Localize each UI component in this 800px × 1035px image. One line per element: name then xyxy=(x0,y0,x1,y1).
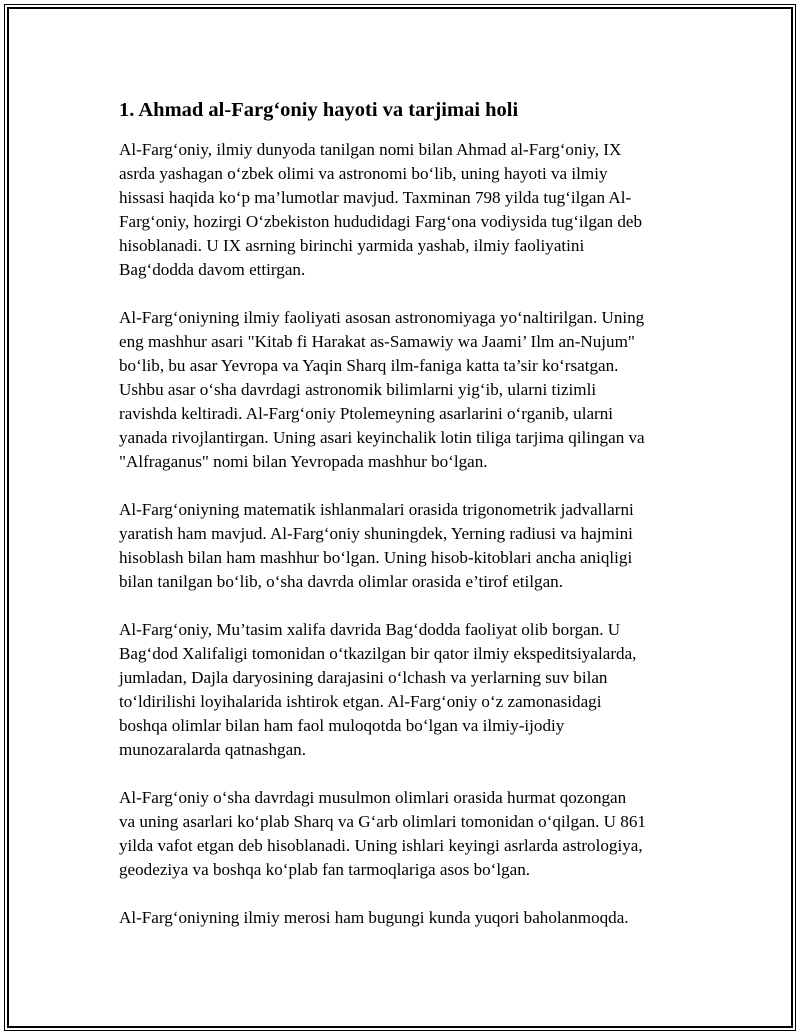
paragraph-line: bo‘lib, bu asar Yevropa va Yaqin Sharq ilm-faniga katta ta’sir ko‘rsatgan. xyxy=(119,356,619,375)
paragraph-line: to‘ldirilishi loyihalarida ishtirok etgan. Al-Farg‘oniy o‘z zamonasidagi xyxy=(119,692,602,711)
paragraph xyxy=(119,306,695,474)
paragraph-line: hisoblanadi. U IX asrning birinchi yarmida yashab, ilmiy faoliyatini xyxy=(119,236,585,255)
paragraph-line: Bag‘dodda davom ettirgan. xyxy=(119,260,306,279)
paragraph-line: hissasi haqida ko‘p ma’lumotlar mavjud. Taxminan 798 yilda tug‘ilgan Al- xyxy=(119,188,632,207)
paragraph xyxy=(119,786,695,882)
document-body xyxy=(119,97,695,954)
section-heading: 1. Ahmad al-Farg‘oniy hayoti va tarjimai holi xyxy=(119,99,519,121)
paragraph xyxy=(119,138,695,282)
paragraph-line: jumladan, Dajla daryosining darajasini o‘lchash va yerlarning suv bilan xyxy=(119,668,608,687)
paragraph-line: munozaralarda qatnashgan. xyxy=(119,740,306,759)
paragraph-line: boshqa olimlar bilan ham faol muloqotda bo‘lgan va ilmiy-ijodiy xyxy=(119,716,565,735)
paragraph-line: Al-Farg‘oniyning ilmiy merosi ham bugungi kunda yuqori baholanmoqda. xyxy=(119,908,629,927)
paragraph-line: Al-Farg‘oniy o‘sha davrdagi musulmon olimlari orasida hurmat qozongan xyxy=(119,788,627,807)
paragraph-line: Al-Farg‘oniy, ilmiy dunyoda tanilgan nomi bilan Ahmad al-Farg‘oniy, IX xyxy=(119,140,622,159)
paragraph xyxy=(119,618,695,762)
page-frame xyxy=(4,4,796,1031)
paragraph-line: Al-Farg‘oniyning ilmiy faoliyati asosan astronomiyaga yo‘naltirilgan. Uning xyxy=(119,308,645,327)
paragraph-line: asrda yashagan o‘zbek olimi va astronomi bo‘lib, uning hayoti va ilmiy xyxy=(119,164,608,183)
paragraph-line: Farg‘oniy, hozirgi O‘zbekiston hududidagi Farg‘ona vodiysida tug‘ilgan deb xyxy=(119,212,643,231)
paragraph-line: yanada rivojlantirgan. Uning asari keyinchalik lotin tiliga tarjima qilingan va xyxy=(119,428,645,447)
paragraph-line: Bag‘dod Xalifaligi tomonidan o‘tkazilgan bir qator ilmiy ekspeditsiyalarda, xyxy=(119,644,637,663)
paragraph-line: ravishda keltiradi. Al-Farg‘oniy Ptolemeyning asarlarini o‘rganib, ularni xyxy=(119,404,614,423)
paragraph-line: eng mashhur asari "Kitab fi Harakat as-Samawiy wa Jaami’ Ilm an-Nujum" xyxy=(119,332,635,351)
paragraph-line: hisoblash bilan ham mashhur bo‘lgan. Uning hisob-kitoblari ancha aniqligi xyxy=(119,548,633,567)
paragraph-line: "Alfraganus" nomi bilan Yevropada mashhur bo‘lgan. xyxy=(119,452,488,471)
paragraph-line: Al-Farg‘oniyning matematik ishlanmalari orasida trigonometrik jadvallarni xyxy=(119,500,634,519)
paragraph-line: Al-Farg‘oniy, Mu’tasim xalifa davrida Bag‘dodda faoliyat olib borgan. U xyxy=(119,620,621,639)
paragraph-line: yaratish ham mavjud. Al-Farg‘oniy shuningdek, Yerning radiusi va hajmini xyxy=(119,524,633,543)
paragraph xyxy=(119,498,695,594)
paragraph-line: geodeziya va boshqa ko‘plab fan tarmoqlariga asos bo‘lgan. xyxy=(119,860,531,879)
paragraph-container xyxy=(119,138,695,930)
paragraph-line: va uning asarlari ko‘plab Sharq va G‘arb olimlari tomonidan o‘qilgan. U 861 xyxy=(119,812,646,831)
paragraph-line: yilda vafot etgan deb hisoblanadi. Uning ishlari keyingi asrlarda astrologiya, xyxy=(119,836,643,855)
paragraph-line: bilan tanilgan bo‘lib, o‘sha davrda olimlar orasida e’tirof etilgan. xyxy=(119,572,563,591)
paragraph-line: Ushbu asar o‘sha davrdagi astronomik bilimlarni yig‘ib, ularni tizimli xyxy=(119,380,597,399)
paragraph xyxy=(119,906,695,930)
